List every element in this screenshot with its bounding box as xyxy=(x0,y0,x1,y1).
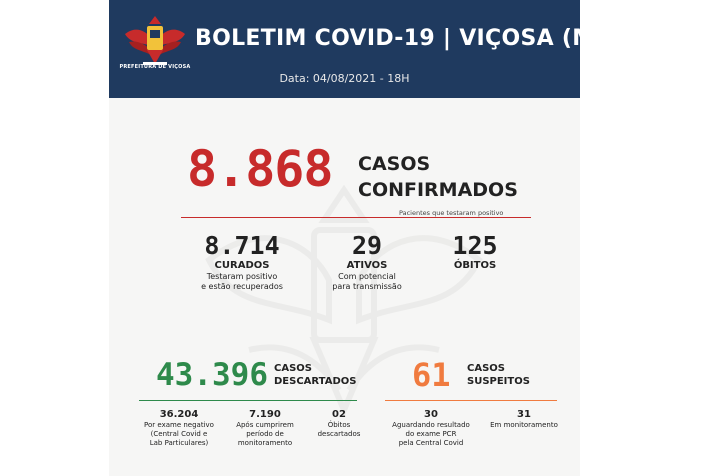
recovered-stat: 8.714 CURADOS Testaram positivo e estão recuperados xyxy=(201,231,283,291)
confirmed-cases-value: 8.868 xyxy=(187,140,333,198)
bulletin-date: Data: 04/08/2021 - 18H xyxy=(279,72,410,85)
suspected-monitoring: 31 Em monitoramento xyxy=(490,409,558,429)
suspected-awaiting-pcr: 30 Aguardando resultado do exame PCR pela Central Covid xyxy=(392,409,470,447)
discarded-after-monitoring: 7.190 Após cumprirem período de monitoramento xyxy=(236,409,294,447)
covid-bulletin-card xyxy=(109,0,624,476)
suspected-divider xyxy=(385,400,557,401)
discarded-divider xyxy=(139,400,357,401)
logo-caption: PREFEITURA DE VIÇOSA xyxy=(119,64,191,70)
deaths-stat: 125 ÓBITOS xyxy=(452,231,498,271)
suspected-cases-label: CASOS SUSPEITOS xyxy=(467,363,530,387)
confirmed-cases-label: CASOS CONFIRMADOS xyxy=(358,153,518,201)
bulletin-header xyxy=(109,0,624,98)
active-stat: 29 ATIVOS Com potencial para transmissão xyxy=(332,231,402,291)
discarded-deaths: 02 Óbitos descartados xyxy=(317,409,361,438)
suspected-cases-value: 61 xyxy=(412,356,451,394)
discarded-negative-exam: 36.204 Por exame negativo (Central Covid e Lab Particulares) xyxy=(144,409,214,447)
confirmed-cases-note: Pacientes que testaram positivo xyxy=(399,209,504,217)
confirmed-divider xyxy=(181,217,531,218)
bulletin-title: BOLETIM COVID-19 | VIÇOSA (MG) xyxy=(195,26,624,51)
discarded-cases-label: CASOS DESCARTADOS xyxy=(274,363,357,387)
discarded-cases-value: 43.396 xyxy=(156,357,268,393)
